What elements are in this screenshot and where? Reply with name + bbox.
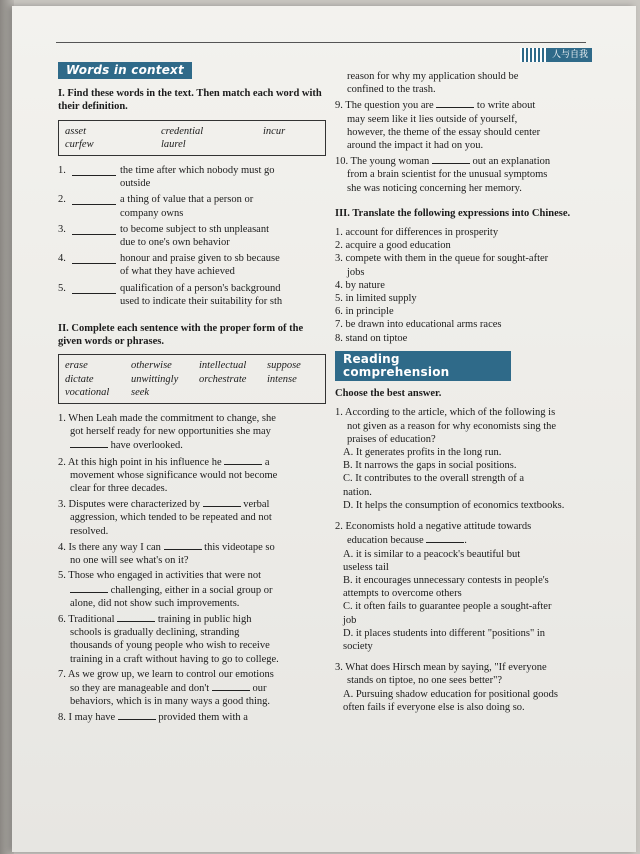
answer-blank[interactable] — [72, 223, 116, 235]
word: asset — [65, 125, 86, 137]
answer-blank[interactable] — [72, 252, 116, 264]
match-item — [58, 252, 326, 278]
header-rule — [56, 42, 586, 43]
sentence: 8. I may have provided them with a — [58, 712, 248, 724]
option[interactable]: C. it often fails to guarantee people a sought-after — [343, 601, 552, 613]
option[interactable]: D. It helps the consumption of economics textbooks. — [343, 499, 565, 511]
sentence: 3. Disputes were characterized by verbal aggression, which tended to be repeated and not resolved. — [58, 499, 272, 537]
sentence: 10. The young woman out an explanation from a brain scientist for the unusual symptoms she was noticing concerning her memory. — [335, 156, 551, 194]
sentence: 5. Those who engaged in activities that were not challenging, either in a social group or alone, did not show such improvements. — [58, 570, 273, 609]
expression: 5. in limited supply — [335, 293, 417, 305]
word: otherwise — [131, 360, 172, 372]
part2-instruction: II. Complete each sentence with the proper form of the given words or phrases. — [58, 323, 304, 348]
option[interactable]: A. it is similar to a peacock's beautiful but — [343, 548, 521, 560]
definition: a thing of value that a person or company owns — [120, 194, 254, 219]
question-1: 1. According to the article, which of the following is not given as a reason for why economists sing the praises of education? A. It generates profits in the long run. B. It narrows the gaps in social positions. C. It contributes to the overall strength of a nation. D. It helps the consumption of economics textbooks. — [335, 406, 585, 512]
left-column — [58, 62, 326, 727]
word: unwittingly — [131, 373, 179, 385]
part2-word-box — [58, 354, 326, 404]
answer-blank[interactable] — [72, 164, 116, 176]
sentence: 1. When Leah made the commitment to change, she got herself ready for new opportunities she may have overlooked. — [58, 413, 276, 452]
expression: 8. stand on tiptoe — [335, 332, 408, 344]
expression: 2. acquire a good education — [335, 240, 451, 252]
sentence: 6. Traditional training in public high schools is gradually declining, stranding thousands of young people who wish to receive training in a craft without having to go to college. — [58, 613, 279, 665]
definition: the time after which nobody must go outside — [120, 165, 275, 190]
answer-blank[interactable] — [70, 438, 108, 448]
option[interactable]: B. It narrows the gaps in social positions. — [343, 460, 517, 472]
option[interactable]: C. It contributes to the overall strength of a — [343, 473, 525, 485]
answer-blank[interactable] — [432, 154, 470, 164]
item-number: 5. — [58, 282, 66, 294]
item-number: 3. — [58, 223, 66, 235]
answer-blank[interactable] — [436, 98, 474, 108]
answer-blank[interactable] — [224, 455, 262, 465]
option-continued: nation. — [343, 486, 372, 498]
option-continued: job — [343, 614, 357, 626]
word: vocational — [65, 386, 110, 398]
sentence: 7. As we grow up, we learn to control our emotions so they are manageable and don't our behaviors, which is in many ways a good thing. — [58, 668, 274, 708]
expression: 7. be drawn into educational arms races — [335, 319, 502, 331]
word: laurel — [161, 138, 186, 150]
option-continued: attempts to overcome others — [343, 588, 462, 600]
part3-instruction: III. Translate the following expressions into Chinese. — [335, 207, 571, 219]
word: intellectual — [199, 360, 247, 372]
rc-instruction: Choose the best answer. — [335, 388, 442, 400]
match-item — [58, 164, 326, 190]
option[interactable]: A. Pursuing shadow education for positional goods — [343, 688, 558, 700]
expression: 4. by nature — [335, 279, 385, 291]
part1-instruction: I. Find these words in the text. Then match each word with their definition. — [58, 88, 322, 113]
question-2: 2. Economists hold a negative attitude towards education because . A. it is similar to a peacock's beautiful but useless tail B. it encourages unnecessary contests in people's attempts to overcome others C. it often fails to guarantee people a sought-after job D. it places students into different "positions" in society — [335, 520, 585, 653]
right-column — [335, 70, 585, 716]
match-item — [58, 223, 326, 249]
sentence: 4. Is there any way I can this videotape so no one will see what's on it? — [58, 541, 275, 567]
option[interactable]: B. it encourages unnecessary contests in people's — [343, 574, 549, 586]
item-number: 4. — [58, 253, 66, 265]
definition: to become subject to sth unpleasant due to one's own behavior — [120, 223, 270, 249]
expression: 1. account for differences in prosperity — [335, 227, 499, 239]
expression: jobs — [347, 266, 365, 278]
word: intense — [267, 373, 297, 385]
option[interactable]: D. it places students into different "positions" in — [343, 627, 546, 639]
expression: 3. compete with them in the queue for sought-after — [335, 253, 549, 265]
answer-blank[interactable] — [212, 681, 250, 691]
item-number: 2. — [58, 194, 66, 206]
answer-blank[interactable] — [164, 540, 202, 550]
answer-blank[interactable] — [70, 583, 108, 593]
sentence: 2. At this high point in his influence he a movement whose significance would not become clear for three decades. — [58, 456, 278, 495]
answer-blank[interactable] — [203, 497, 241, 507]
word: incur — [263, 125, 286, 137]
word: erase — [65, 360, 88, 372]
option-continued: society — [343, 640, 373, 652]
answer-blank[interactable] — [426, 533, 464, 543]
answer-blank[interactable] — [72, 282, 116, 294]
part1-items — [58, 164, 326, 308]
option-continued: often fails if everyone else is also doing so. — [343, 701, 525, 713]
match-item — [58, 193, 326, 219]
brand-tab: 人与自我 — [520, 48, 592, 62]
answer-blank[interactable] — [118, 710, 156, 720]
word: suppose — [267, 360, 301, 372]
expression: 6. in principle — [335, 306, 394, 318]
expression-list — [335, 226, 585, 345]
word: credential — [161, 125, 204, 137]
answer-blank[interactable] — [72, 193, 116, 205]
match-item — [58, 282, 326, 308]
word: seek — [131, 386, 150, 398]
word: dictate — [65, 373, 94, 385]
brand-logo-icon — [520, 48, 546, 62]
answer-blank[interactable] — [117, 612, 155, 622]
part2-sentences — [58, 412, 326, 724]
option[interactable]: A. It generates profits in the long run. — [343, 447, 502, 459]
sentence: 9. The question you are to write about may seem like it lies outside of yourself, however, the theme of the essay should center around the impact it had on you. — [335, 100, 541, 152]
option-continued: useless tail — [343, 561, 389, 573]
part1-word-box — [58, 120, 326, 156]
word: curfew — [65, 138, 94, 150]
sentence-continued: reason for why my application should be confined to the trash. — [347, 71, 519, 96]
word: orchestrate — [199, 373, 247, 385]
section-title-words-in-context: Words in context — [58, 62, 192, 79]
question-3: 3. What does Hirsch mean by saying, "If everyone stands on tiptoe, no one sees better"? A. Pursuing shadow education for positional goods often fails if everyone else is also doing so. — [335, 661, 585, 714]
section-title-reading-comprehension: Reading comprehension — [335, 351, 511, 381]
item-number: 1. — [58, 165, 66, 177]
definition: qualification of a person's background used to indicate their suitability for sth — [120, 282, 283, 307]
definition: honour and praise given to sb because of what they have achieved — [120, 253, 280, 278]
